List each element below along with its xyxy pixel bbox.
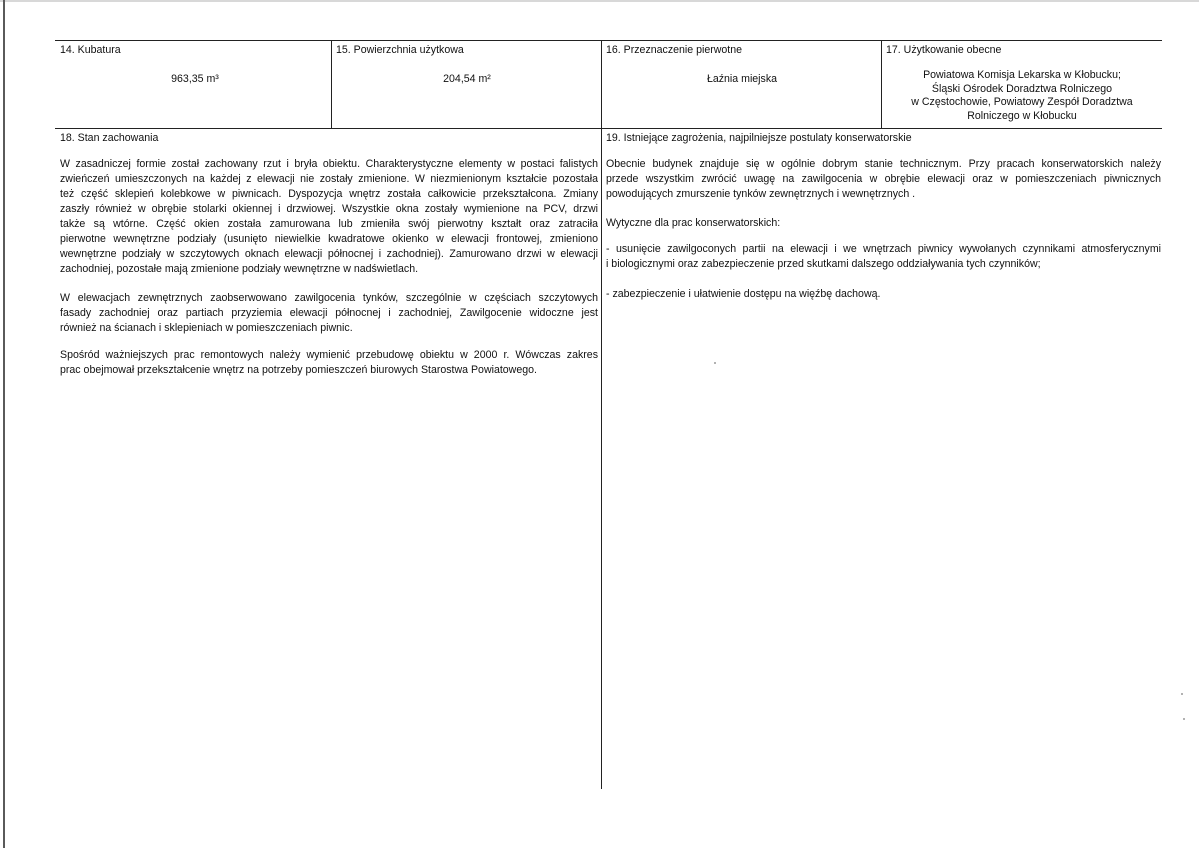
text-line: - zabezpieczenie i ułatwienie dostępu na więźbę dachową.	[606, 288, 881, 300]
zagrozenia-paragraph-4	[606, 287, 1161, 302]
stan-label: 18. Stan zachowania	[60, 132, 159, 144]
text-line: prac obejmował przekształcenie wnętrz na potrzeby pomieszczeń biurowych Starostwa Powiatowego.	[60, 364, 537, 376]
scan-speck	[1181, 693, 1183, 695]
text-line: wewnętrzne podziały w szczytowych oknach elewacji północnej i zachodniej). Zamurowano drzwi w elewacji	[60, 248, 598, 260]
text-line: powodujących zmurszenie tynków zewnętrznych i wewnętrznych .	[606, 188, 916, 200]
text-line: fasady zachodniej oraz partiach przyziemia elewacji północnej i zachodniej, Zawilgocenie widoczne jest	[60, 307, 598, 319]
zagrozenia-label: 19. Istniejące zagrożenia, najpilniejsze postulaty konserwatorskie	[606, 132, 912, 144]
uzytkowanie-value	[882, 69, 1162, 123]
uzytkowanie-line: Powiatowa Komisja Lekarska w Kłobucku;	[923, 69, 1121, 81]
text-line: zachodniej, pozostałe mają zmienione podziały wewnętrzne w nadświetlach.	[60, 263, 419, 275]
powierzchnia-label: 15. Powierzchnia użytkowa	[336, 44, 464, 56]
row1-bottom-rule	[55, 128, 1162, 129]
kubatura-value: 963,35 m³	[171, 73, 219, 85]
uzytkowanie-line: Rolniczego w Kłobucku	[967, 109, 1077, 122]
text-line: - usunięcie zawilgoconych partii na elewacji i we wnętrzach piwnicy wywołanych czynnikami atmosferycznymi	[606, 243, 1161, 255]
zagrozenia-paragraph-1	[606, 157, 1161, 202]
stan-paragraph-1	[60, 157, 598, 277]
text-line: Obecnie budynek znajduje się w ogólnie dobrym stanie technicznym. Przy pracach konserwatorskich należy	[606, 158, 1161, 170]
zagrozenia-paragraph-2	[606, 216, 1161, 231]
table-top-rule	[55, 40, 1162, 41]
text-line: również na ścianach i sklepieniach w pomieszczeniach piwnic.	[60, 322, 353, 334]
stan-paragraph-3	[60, 348, 598, 378]
scan-speck	[1183, 718, 1185, 720]
powierzchnia-value: 204,54 m²	[443, 73, 491, 85]
przeznaczenie-label: 16. Przeznaczenie pierwotne	[606, 44, 743, 56]
kubatura-label: 14. Kubatura	[60, 44, 121, 56]
text-line: przede wszystkim zwrócić uwagę na zawilgocenia w obrębie elewacji oraz w pomieszczeniach piwnicznych	[606, 173, 1161, 185]
stan-paragraph-2	[60, 291, 598, 336]
scan-top-edge	[0, 0, 1199, 2]
przeznaczenie-value: Łaźnia miejska	[706, 73, 778, 85]
scan-speck	[714, 362, 716, 364]
text-line: też część sklepień kolebkowe w piwnicach. Dyspozycja wnętrz została całkowicie przekształcona. Zmiany	[60, 188, 598, 200]
scan-left-edge	[3, 0, 5, 848]
uzytkowanie-line: Śląski Ośrodek Doradztwa Rolniczego	[931, 82, 1113, 95]
text-line: zaszły również w obrębie stolarki okiennej i drzwiowej. Wszystkie okna zostały wymienione na PCV, drzwi	[60, 203, 598, 215]
text-line: W elewacjach zewnętrznych zaobserwowano zawilgocenia tynków, szczególnie w częściach szczytowych	[60, 292, 598, 304]
text-line: także są wtórne. Część okien została zamurowana lub zmieniła swój pierwotny kształt oraz zatraciła	[60, 218, 598, 230]
text-line: W zasadniczej formie został zachowany rzut i bryła obiektu. Charakterystyczne elementy w postaci falistych	[60, 158, 598, 170]
zagrozenia-paragraph-3	[606, 242, 1161, 272]
col-divider-2	[601, 40, 602, 789]
text-line: Wytyczne dla prac konserwatorskich:	[606, 217, 781, 229]
text-line: Spośród ważniejszych prac remontowych należy wymienić przebudowę obiektu w 2000 r. Wówczas zakres	[60, 349, 598, 361]
uzytkowanie-label: 17. Użytkowanie obecne	[886, 44, 1002, 56]
text-line: zwieńczeń umieszczonych na każdej z elewacji nie zostały zmienione. W niezmienionym kształcie pozostała	[60, 173, 598, 185]
uzytkowanie-line: w Częstochowie, Powiatowy Zespół Doradztwa	[911, 96, 1133, 108]
text-line: i biologicznymi oraz zabezpieczenie przed skutkami dalszego oddziaływania tych czynników;	[606, 258, 1041, 270]
text-line: pierwotne wewnętrzne podziały (usunięto niewielkie kwadratowe okienko w elewacji frontowej, zmieniono	[60, 233, 598, 245]
